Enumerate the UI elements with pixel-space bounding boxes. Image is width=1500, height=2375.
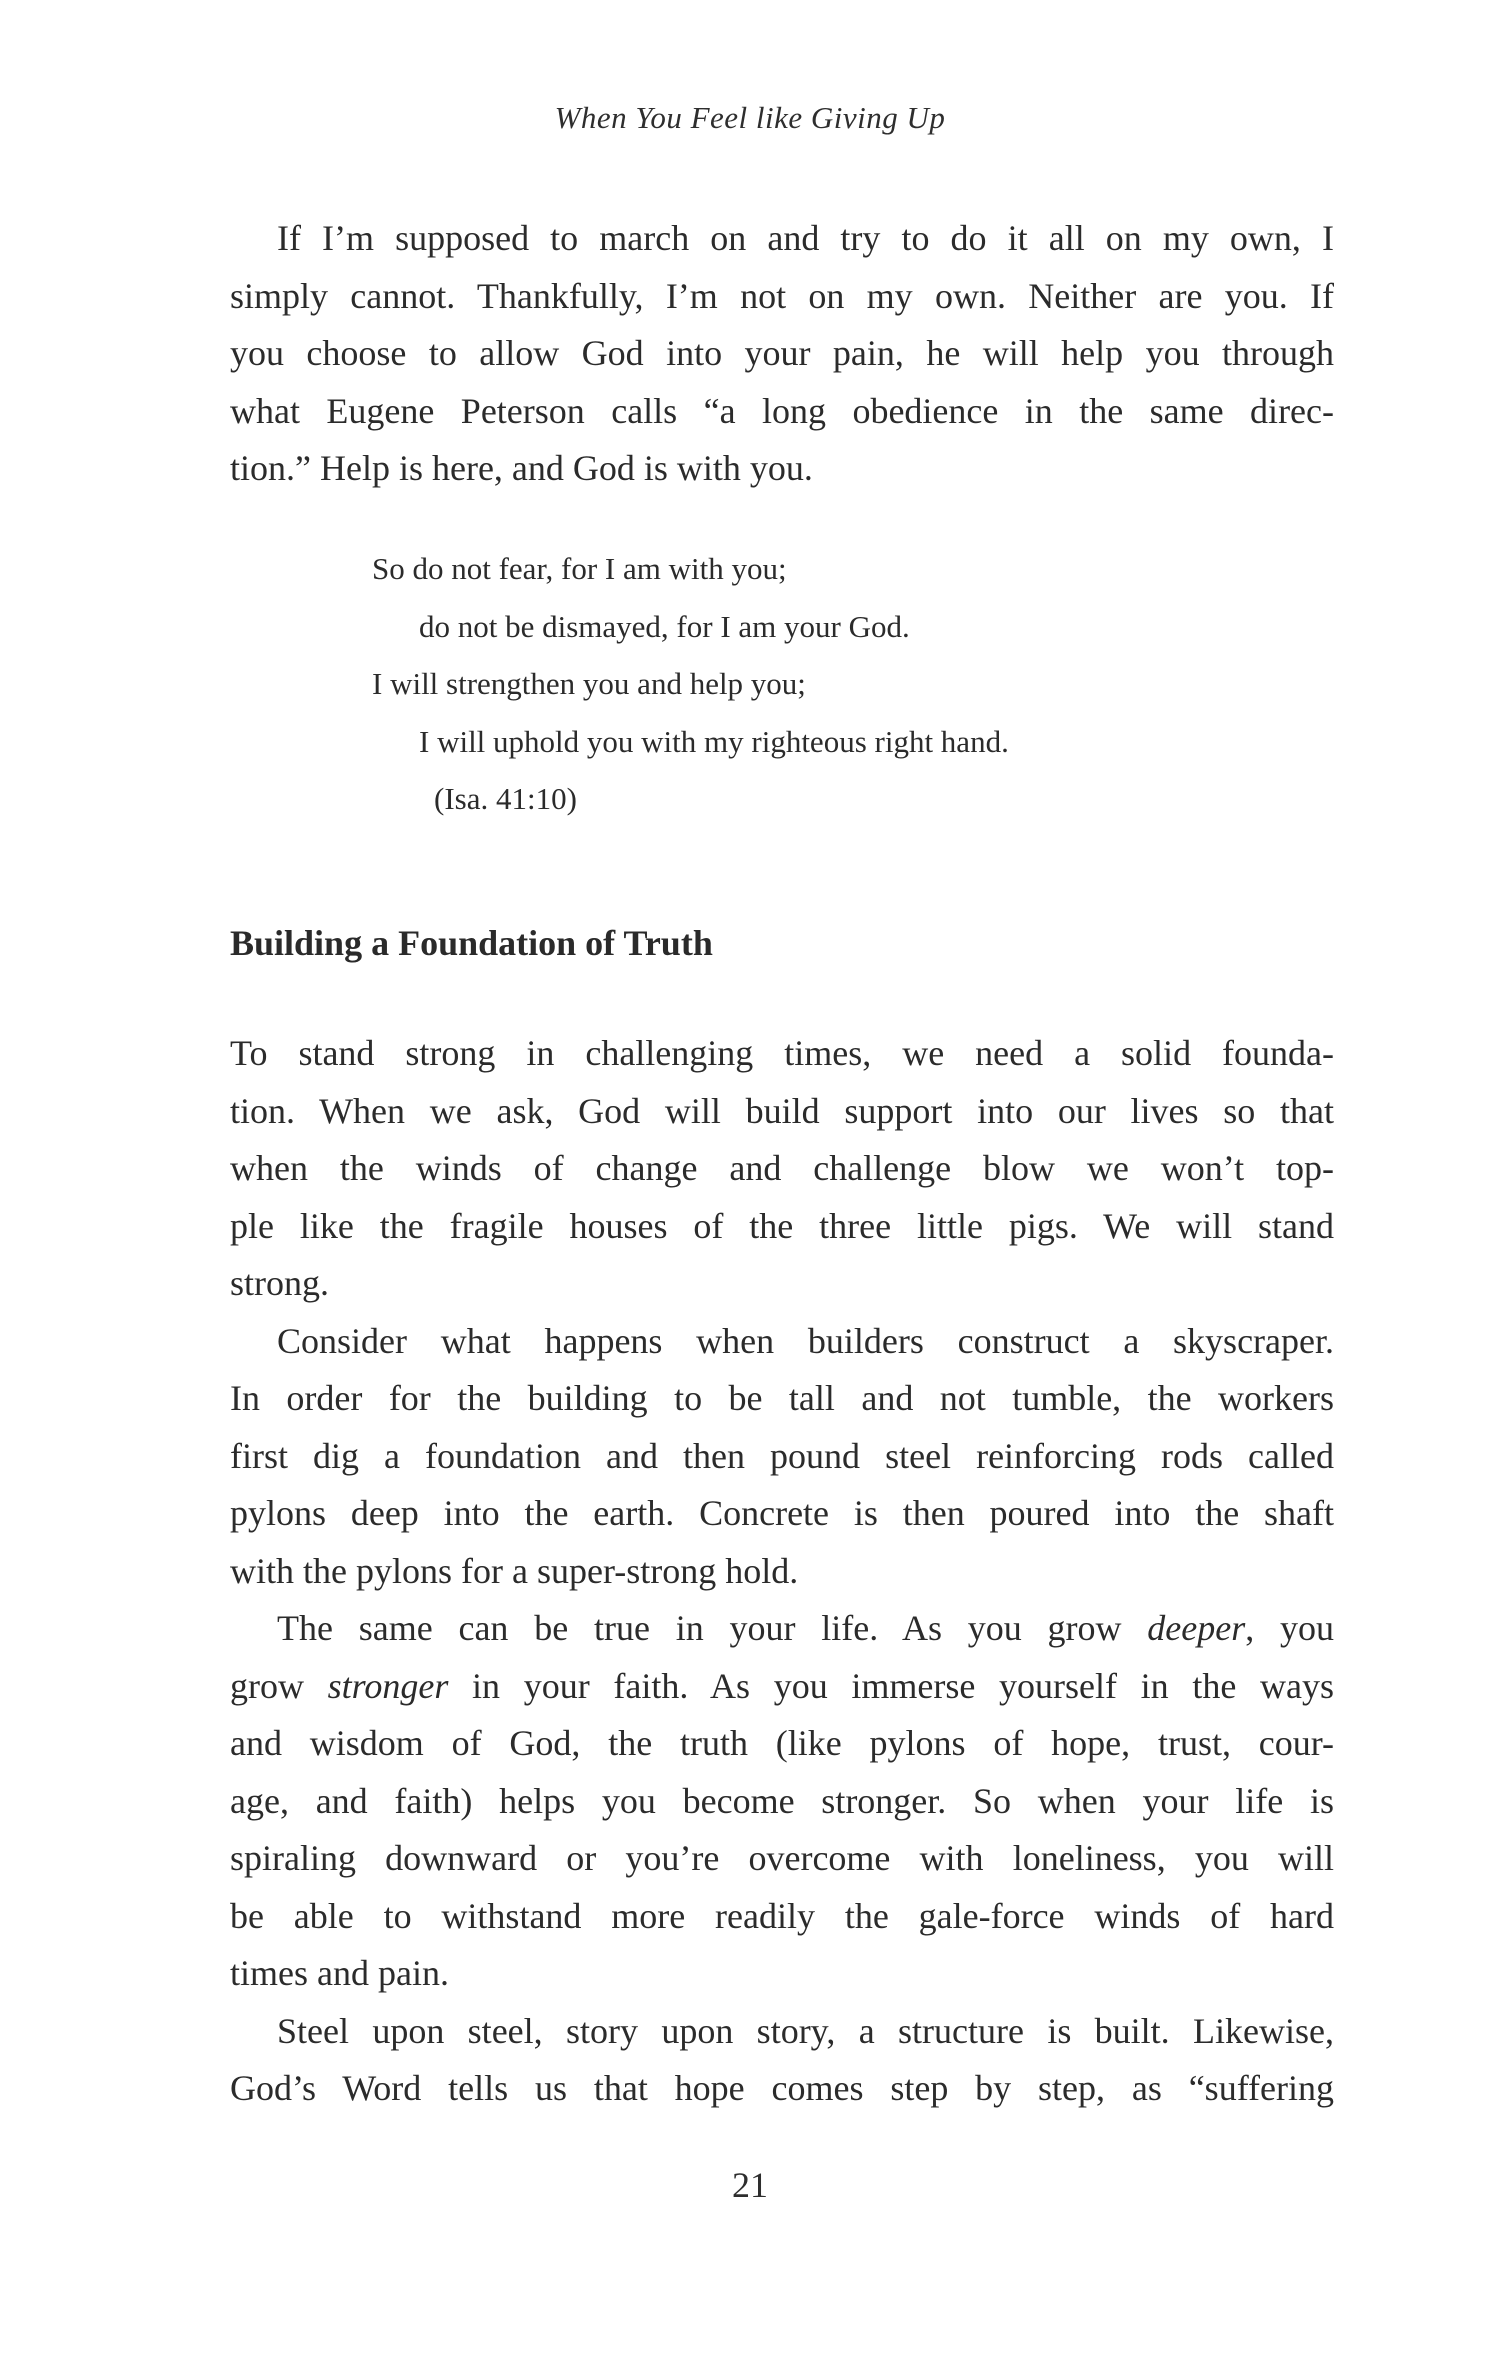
section-heading: Building a Foundation of Truth: [230, 923, 713, 963]
text-line: tion.” Help is here, and God is with you.: [230, 448, 813, 488]
text-run: The same can be true in your life. As you grow: [277, 1608, 1148, 1648]
verse-line: So do not fear, for I am with you;: [372, 551, 787, 586]
text-line: If I’m supposed to march on and try to do it all on my own, I: [277, 218, 1334, 258]
text-line: To stand strong in challenging times, we need a solid founda-: [230, 1033, 1334, 1073]
text-line: [230, 1600, 1334, 1658]
verse-line: I will strengthen you and help you;: [372, 666, 806, 701]
text-line: Consider what happens when builders construct a skyscraper.: [277, 1320, 1334, 1361]
verse-reference: (Isa. 41:10): [434, 781, 577, 816]
running-head: When You Feel like Giving Up: [554, 100, 946, 135]
text-run: grow: [230, 1665, 328, 1706]
text-line: In order for the building to be tall and not tumble, the workers: [230, 1378, 1334, 1418]
text-run: , you: [1245, 1608, 1335, 1648]
scripture-quote: [372, 540, 1009, 828]
text-line: you choose to allow God into your pain, he will help you through: [230, 333, 1334, 373]
text-line: strong.: [230, 1263, 329, 1303]
text-line: tion. When we ask, God will build support into our lives so that: [230, 1090, 1334, 1131]
body-text: [230, 1025, 1334, 2118]
text-line: and wisdom of God, the truth (like pylons of hope, trust, cour-: [230, 1723, 1334, 1763]
text-line: Steel upon steel, story upon story, a structure is built. Likewise,: [277, 2010, 1334, 2051]
text-line: pylons deep into the earth. Concrete is then poured into the shaft: [230, 1493, 1334, 1533]
text-line: when the winds of change and challenge blow we won’t top-: [230, 1148, 1334, 1188]
text-line: [230, 1658, 1334, 1716]
text-line: simply cannot. Thankfully, I’m not on my own. Neither are you. If: [230, 275, 1334, 316]
page-number: 21: [732, 2165, 768, 2205]
emphasis-stronger: stronger: [327, 1665, 449, 1706]
text-run: in your faith. As you immerse yourself in the ways: [448, 1665, 1334, 1706]
text-line: be able to withstand more readily the gale-force winds of hard: [230, 1895, 1334, 1936]
text-line: spiraling downward or you’re overcome with loneliness, you will: [230, 1838, 1334, 1878]
text-line: first dig a foundation and then pound steel reinforcing rods called: [230, 1435, 1334, 1476]
verse-line: do not be dismayed, for I am your God.: [419, 608, 910, 644]
text-line: age, and faith) helps you become stronger. So when your life is: [230, 1780, 1334, 1821]
paragraph-1: [230, 210, 1334, 498]
text-line: ple like the fragile houses of the three little pigs. We will stand: [230, 1205, 1334, 1246]
text-line: with the pylons for a super-strong hold.: [230, 1550, 799, 1591]
emphasis-deeper: deeper: [1147, 1608, 1246, 1648]
verse-line: I will uphold you with my righteous right hand.: [419, 723, 1009, 759]
text-line: God’s Word tells us that hope comes step by step, as “suffering: [230, 2068, 1334, 2108]
text-line: times and pain.: [230, 1953, 449, 1993]
text-line: what Eugene Peterson calls “a long obedience in the same direc-: [230, 390, 1334, 431]
